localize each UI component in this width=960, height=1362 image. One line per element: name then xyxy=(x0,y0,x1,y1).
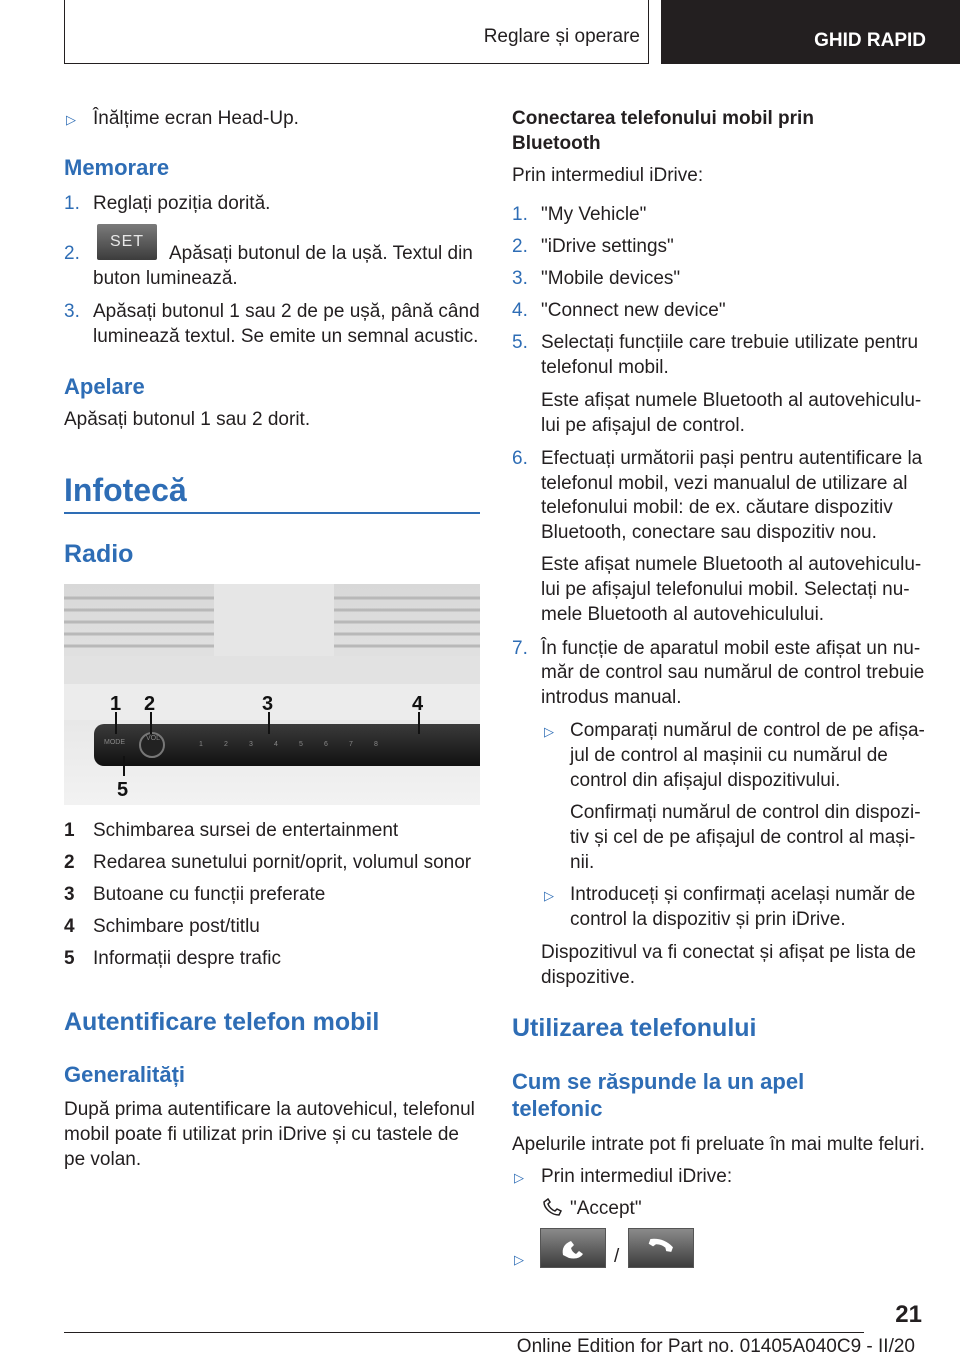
sub-bullet-text: control din afișajul dispozitivului. xyxy=(570,770,841,791)
heading-utilizarea: Utilizarea telefonului xyxy=(512,1014,757,1042)
key-label: 4 xyxy=(274,741,278,748)
step-number: 7. xyxy=(512,638,528,659)
key-label: 1 xyxy=(199,741,203,748)
step-text: "iDrive settings" xyxy=(541,236,674,257)
sub-bullet-text: Comparați numărul de control de pe afișa- xyxy=(570,720,925,741)
final-note: Dispozitivul va fi conectat și afișat pe lista de xyxy=(541,942,916,963)
triangle-bullet-icon: ▷ xyxy=(544,888,554,903)
legend-text: Informații despre trafic xyxy=(93,948,281,969)
step-number: 2. xyxy=(64,243,80,264)
heading-raspunde: Cum se răspunde la un apel xyxy=(512,1069,805,1094)
step-note: mele Bluetooth al autovehiculului. xyxy=(541,604,825,625)
key-label: 7 xyxy=(349,741,353,748)
heading-memorare: Memorare xyxy=(64,155,170,180)
key-label: VOL xyxy=(146,735,161,742)
step-number: 1. xyxy=(512,204,528,225)
triangle-bullet-icon: ▷ xyxy=(514,1170,524,1185)
step-note: lui pe afișajul de control. xyxy=(541,415,745,436)
step-text: Bluetooth, conectare sau dispozitiv nou. xyxy=(541,522,877,543)
step-number: 3. xyxy=(512,268,528,289)
step-note: lui pe afișajul telefonului mobil. Selectați nu- xyxy=(541,579,910,600)
legend-text: Schimbare post/titlu xyxy=(93,916,260,937)
step-number: 1. xyxy=(64,193,80,214)
heading-autentificare: Autentificare telefon mobil xyxy=(64,1008,380,1036)
end-call-button-icon xyxy=(628,1228,694,1268)
step-text: luminează textul. Se emite un semnal acustic. xyxy=(93,326,479,347)
footer-edition: Online Edition for Part no. 01405A040C9 - II/20 xyxy=(516,1336,915,1357)
step-text: "My Vehicle" xyxy=(541,204,647,225)
bullet-text: Prin intermediul iDrive: xyxy=(541,1166,733,1187)
step-text: buton luminează. xyxy=(93,268,238,289)
step-text: "Mobile devices" xyxy=(541,268,681,289)
step-text: telefonul mobil. xyxy=(541,357,669,378)
paragraph-line: După prima autentificare la autovehicul, telefonul xyxy=(64,1099,475,1120)
callout-number: 1 xyxy=(110,693,122,715)
step-number: 6. xyxy=(512,448,528,469)
apelare-text: Apăsați butonul 1 sau 2 dorit. xyxy=(64,409,311,430)
phone-handset-icon xyxy=(541,1198,565,1218)
triangle-bullet-icon: ▷ xyxy=(66,112,76,127)
step-text: măr de control sau numărul de control trebuie xyxy=(541,662,925,683)
footer-rule xyxy=(64,1332,864,1333)
step-text: "Connect new device" xyxy=(541,300,726,321)
step-note: Este afișat numele Bluetooth al autovehiculu- xyxy=(541,390,922,411)
heading-generalitati: Generalități xyxy=(64,1062,186,1087)
legend-number: 4 xyxy=(64,916,75,937)
paragraph-line: mobil poate fi utilizat prin iDrive și cu tastele de xyxy=(64,1124,459,1145)
callout-number: 5 xyxy=(117,779,129,801)
final-note: dispozitive. xyxy=(541,967,635,988)
sub-bullet-note: tiv și cel de pe afișajul de control al mași- xyxy=(570,827,916,848)
key-label: MODE xyxy=(104,739,125,746)
legend-number: 5 xyxy=(64,948,75,969)
step-text: introdus manual. xyxy=(541,687,682,708)
step-text: Selectați funcțiile care trebuie utilizate pentru xyxy=(541,332,919,353)
key-label: 6 xyxy=(324,741,328,748)
heading-conectarea: Conectarea telefonului mobil prin xyxy=(512,108,814,129)
step-number: 5. xyxy=(512,332,528,353)
heading-rule xyxy=(64,512,480,514)
step-text: Efectuați următorii pași pentru autentificare la xyxy=(541,448,923,469)
sub-bullet-text: jul de control al mașinii cu numărul de xyxy=(570,745,888,766)
step-number: 2. xyxy=(512,236,528,257)
step-text: Reglați poziția dorită. xyxy=(93,193,271,214)
sub-bullet-note: Confirmați numărul de control din dispozi- xyxy=(570,802,921,823)
step-number: 4. xyxy=(512,300,528,321)
callout-number: 2 xyxy=(144,693,156,715)
step-text: telefonului mobil: de ex. căutare dispozitiv xyxy=(541,497,893,518)
legend-number: 3 xyxy=(64,884,75,905)
intro-text: Prin intermediul iDrive: xyxy=(512,165,704,186)
set-button-icon: SET xyxy=(97,224,157,260)
legend-text: Redarea sunetului pornit/oprit, volumul sonor xyxy=(93,852,472,873)
header-section-title: Reglare și operare xyxy=(483,26,640,47)
accept-call-button-icon xyxy=(540,1228,606,1268)
step-text: telefonul mobil, vezi manualul de utilizare al xyxy=(541,473,908,494)
step-text: Apăsați butonul 1 sau 2 de pe ușă, până când xyxy=(93,301,480,322)
legend-number: 2 xyxy=(64,852,75,873)
heading-infoteca: Infotecă xyxy=(64,472,187,508)
radio-panel-illustration xyxy=(64,584,480,805)
phone-accept-icon xyxy=(541,1229,605,1267)
bullet-hud: Înălțime ecran Head-Up. xyxy=(93,108,299,129)
key-label: 2 xyxy=(224,741,228,748)
callout-number: 3 xyxy=(262,693,274,715)
step-text: În funcție de aparatul mobil este afișat un nu- xyxy=(541,638,921,659)
page-number: 21 xyxy=(895,1301,922,1328)
legend-text: Schimbarea sursei de entertainment xyxy=(93,820,399,841)
step-number: 3. xyxy=(64,301,80,322)
step-note: Este afișat numele Bluetooth al autovehiculu- xyxy=(541,554,922,575)
heading-apelare: Apelare xyxy=(64,374,145,399)
accept-text: "Accept" xyxy=(570,1198,642,1219)
heading-raspunde: telefonic xyxy=(512,1096,603,1121)
header-tab[interactable]: GHID RAPID xyxy=(661,0,960,64)
heading-radio: Radio xyxy=(64,540,134,568)
phone-end-icon xyxy=(629,1229,693,1267)
step-text: Apăsați butonul de la ușă. Textul din xyxy=(169,243,473,264)
apelurile-text: Apelurile intrate pot fi preluate în mai multe feluri. xyxy=(512,1134,925,1155)
sub-bullet-text: Introduceți și confirmați același număr de xyxy=(570,884,916,905)
callout-number: 4 xyxy=(412,693,424,715)
heading-conectarea: Bluetooth xyxy=(512,133,601,154)
slash-separator: / xyxy=(614,1246,620,1267)
sub-bullet-text: control la dispozitiv și prin iDrive. xyxy=(570,909,846,930)
triangle-bullet-icon: ▷ xyxy=(514,1252,524,1267)
sub-bullet-note: nii. xyxy=(570,852,595,873)
key-label: 3 xyxy=(249,741,253,748)
key-label: 8 xyxy=(374,741,378,748)
paragraph-line: pe volan. xyxy=(64,1149,142,1170)
legend-number: 1 xyxy=(64,820,75,841)
key-label: 5 xyxy=(299,741,303,748)
legend-text: Butoane cu funcții preferate xyxy=(93,884,326,905)
triangle-bullet-icon: ▷ xyxy=(544,724,554,739)
